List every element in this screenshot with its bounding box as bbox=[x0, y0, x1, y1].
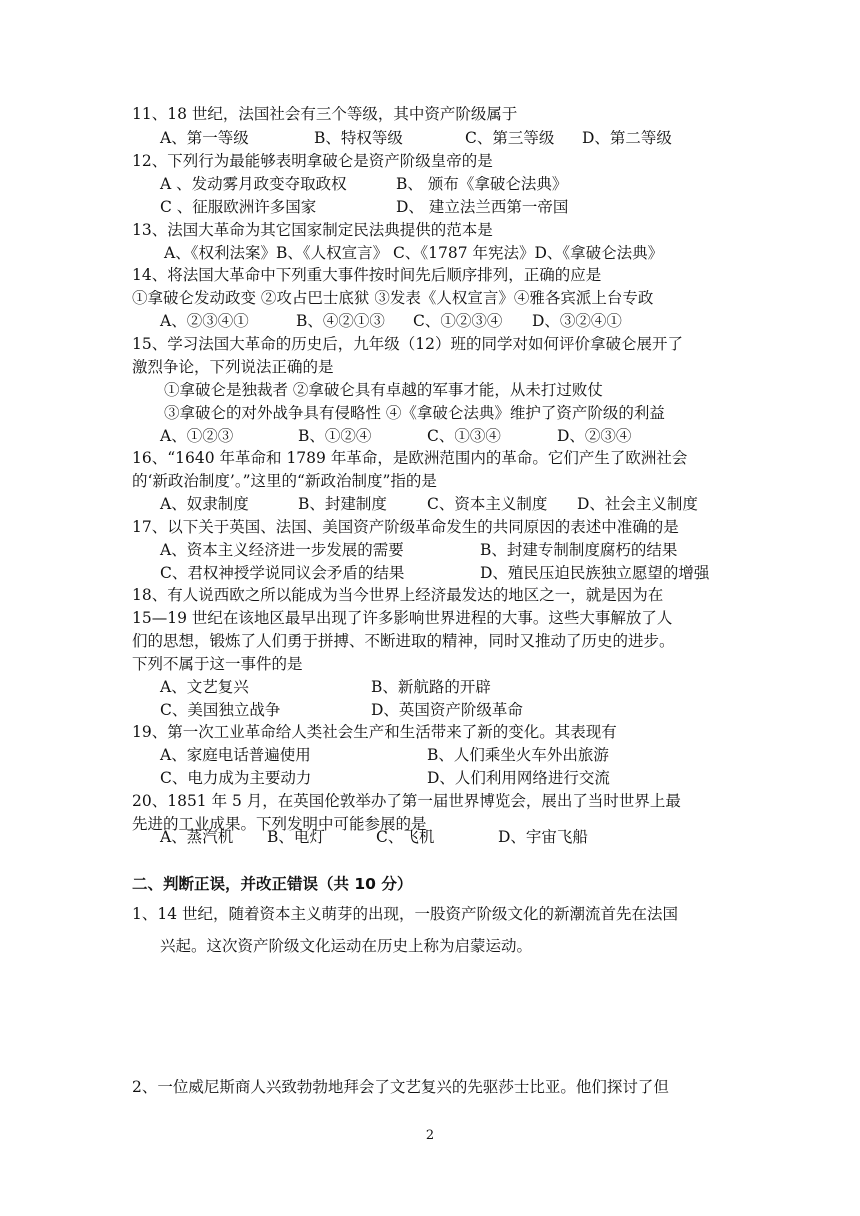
question-16-stem-line1: 16、“1640 年革命和 1789 年革命，是欧洲范围内的革命。它们产生了欧洲社会 bbox=[132, 449, 688, 467]
question-20-stem-line1: 20、1851 年 5 月，在英国伦敦举办了第一届世界博览会，展出了当时世界上最 bbox=[132, 792, 681, 810]
q17-option-c: C、君权神授学说同议会矛盾的结果 bbox=[160, 564, 405, 582]
question-11-stem: 11、18 世纪，法国社会有三个等级，其中资产阶级属于 bbox=[132, 105, 518, 123]
q18-option-a: A、文艺复兴 bbox=[160, 678, 249, 696]
question-19-stem: 19、第一次工业革命给人类社会生产和生活带来了新的变化。其表现有 bbox=[132, 723, 617, 741]
q12-option-d: D、 建立法兰西第一帝国 bbox=[396, 198, 569, 216]
question-20-stem-line2: 先进的工业成果。下列发明中可能参展的是 bbox=[132, 815, 427, 833]
q19-option-b: B、人们乘坐火车外出旅游 bbox=[427, 746, 609, 764]
q19-option-c: C、电力成为主要动力 bbox=[160, 769, 312, 787]
q15-option-d: D、②③④ bbox=[557, 427, 632, 445]
q18-option-b: B、新航路的开辟 bbox=[371, 678, 491, 696]
q15-option-b: B、①②④ bbox=[298, 427, 372, 445]
q15-option-c: C、①③④ bbox=[427, 427, 501, 445]
section-2-item-1-line1: 1、14 世纪，随着资本主义萌芽的出现，一股资产阶级文化的新潮流首先在法国 bbox=[132, 905, 679, 923]
q19-option-a: A、家庭电话普遍使用 bbox=[160, 746, 311, 764]
q20-option-c: C、飞机 bbox=[376, 828, 435, 846]
question-12-stem: 12、下列行为最能够表明拿破仑是资产阶级皇帝的是 bbox=[132, 152, 493, 170]
q20-option-d: D、宇宙飞船 bbox=[498, 828, 588, 846]
q14-option-a: A、②③④① bbox=[160, 312, 249, 330]
section-2-item-2-line1: 2、一位威尼斯商人兴致勃勃地拜会了文艺复兴的先驱莎士比亚。他们探讨了但 bbox=[132, 1078, 669, 1096]
q11-option-c: C、第三等级 bbox=[465, 129, 555, 147]
q16-option-a: A、奴隶制度 bbox=[160, 495, 249, 513]
q17-option-a: A、资本主义经济进一步发展的需要 bbox=[160, 541, 404, 559]
section-2-item-1-line2: 兴起。这次资产阶级文化运动在历史上称为启蒙运动。 bbox=[160, 937, 533, 955]
q17-option-b: B、封建专制制度腐朽的结果 bbox=[480, 541, 678, 559]
q14-option-b: B、④②①③ bbox=[296, 312, 385, 330]
q12-option-a: A 、发动雾月政变夺取政权 bbox=[160, 175, 347, 193]
q20-option-b: B、电灯 bbox=[267, 828, 325, 846]
q14-option-c: C、①②③④ bbox=[413, 312, 503, 330]
q12-option-c: C 、征服欧洲许多国家 bbox=[160, 198, 317, 216]
q16-option-c: C、资本主义制度 bbox=[427, 495, 548, 513]
q14-items: ①拿破仑发动政变 ②攻占巴士底狱 ③发表《人权宣言》④雅各宾派上台专政 bbox=[132, 289, 654, 307]
question-18-stem-line1: 18、有人说西欧之所以能成为当今世界上经济最发达的地区之一，就是因为在 bbox=[132, 586, 664, 604]
question-18-stem-line4: 下列不属于这一事件的是 bbox=[132, 655, 303, 673]
question-17-stem: 17、以下关于英国、法国、美国资产阶级革命发生的共同原因的表述中准确的是 bbox=[132, 518, 679, 536]
q11-option-b: B、特权等级 bbox=[314, 129, 403, 147]
q12-option-b: B、 颁布《拿破仑法典》 bbox=[396, 175, 568, 193]
q18-option-c: C、美国独立战争 bbox=[160, 701, 281, 719]
question-15-stem-line2: 激烈争论，下列说法正确的是 bbox=[132, 358, 334, 376]
q16-option-d: D、社会主义制度 bbox=[577, 495, 698, 513]
q17-option-d: D、殖民压迫民族独立愿望的增强 bbox=[480, 564, 710, 582]
q15-option-a: A、①②③ bbox=[160, 427, 234, 445]
page-number: 2 bbox=[425, 1128, 435, 1143]
section-2-heading: 二、判断正误，并改正错误（共 10 分） bbox=[132, 875, 413, 893]
q13-options: A、《权利法案》B、《人权宣言》 C、《1787 年宪法》D、《拿破仑法典》 bbox=[164, 244, 664, 262]
question-14-stem: 14、将法国大革命中下列重大事件按时间先后顺序排列，正确的应是 bbox=[132, 266, 602, 284]
q19-option-d: D、人们利用网络进行交流 bbox=[427, 769, 610, 787]
q15-item-line2: ③拿破仑的对外战争具有侵略性 ④《拿破仑法典》维护了资产阶级的利益 bbox=[164, 404, 665, 422]
q18-option-d: D、英国资产阶级革命 bbox=[371, 701, 523, 719]
question-13-stem: 13、法国大革命为其它国家制定民法典提供的范本是 bbox=[132, 221, 493, 239]
q11-option-d: D、第二等级 bbox=[582, 129, 672, 147]
question-16-stem-line2: 的‘新政治制度’。”这里的“新政治制度”指的是 bbox=[132, 472, 437, 490]
q16-option-b: B、封建制度 bbox=[298, 495, 387, 513]
question-15-stem-line1: 15、学习法国大革命的历史后，九年级（12）班的同学对如何评价拿破仑展开了 bbox=[132, 335, 683, 353]
question-18-stem-line3: 们的思想，锻炼了人们勇于拼搏、不断进取的精神，同时又推动了历史的进步。 bbox=[132, 632, 675, 650]
q20-option-a: A、蒸汽机 bbox=[160, 828, 234, 846]
q14-option-d: D、③②④① bbox=[532, 312, 622, 330]
q15-item-line1: ①拿破仑是独裁者 ②拿破仑具有卓越的军事才能，从未打过败仗 bbox=[164, 381, 603, 399]
q11-option-a: A、第一等级 bbox=[160, 129, 249, 147]
question-18-stem-line2: 15—19 世纪在该地区最早出现了许多影响世界进程的大事。这些大事解放了人 bbox=[132, 609, 673, 627]
